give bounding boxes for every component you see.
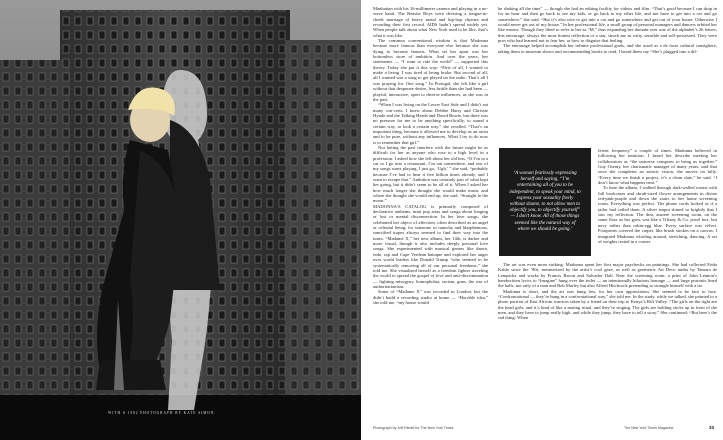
photograph-illustration: [0, 0, 361, 440]
photo-side-credit: Stylist: Kim Bowen and Jennifer Smith. Hair: Brant Anderson. Makeup: Fiona Stiles. Styling assistant: Carmen Fernandez.: [356, 223, 360, 390]
paragraph: The common conventional wisdom is that Madonna became more famous than everyone else because she was dying to become famous. What set her apart was her bottomless store of ambition. And over the years, her statements — “I want to rule the world” — supported this theory. Today she put it this way: “First of all, I wanted to make a living. I was tired of being broke. But second of all, all I wanted was a song to get played on the radio. That’s all I was praying for. One song.” In Portugal, she felt like a girl without that desperate desire, less brittle than she had been — playful, interactive, open to diverse influences, as she was in the past.: [373, 38, 488, 102]
paragraph: ferent frequency” a couple of times. Madonna believed in following her intuition. I heard her describe meeting her collaborators as “the universe conspires to bring us together.” Guy Oseary, her charismatic manager of many years, said that once she completes an artistic vision, she moves on fully. “Every time we finish a project, it’s a clean slate,” he said. “I don’t know what happens next.”: [598, 148, 717, 186]
paragraph: Some of “Madame X” was recorded in London, but she didn’t build a recording studio at home — “Horrible idea,” she told me, “my house would: [373, 289, 488, 305]
paragraph: The entourage helped accomplish her infinite professional goals, and she acted as a de facto cultural consigliere, taking them to museum shows and recommending books to read. I heard them say “She’s plugged into a dif-: [498, 43, 717, 54]
paragraph: “When I was living on the Lower East Side and I didn’t eat many con-certs, I knew about Debbie Harry and Chrissie Hynde and the Talking Heads and David Bowie, but there was no pressure for me to be anything specifically, to sound a certain way, to look a certain way,” she recalled. “That’s an important thing, because it allowed me to develop as an artist and to be pure, without any influences. What I try to do now is to remember that girl.”: [373, 102, 488, 145]
paragraph: To hear the album, I walked through dark-walled rooms with full bookcases and shrub-sized flower arrangements in divine red-pink-purple and down the stairs to her home screening room. Everything was perfect. The phone cords looked as if a tailor had coiled them. A silver teapot shined so brightly that I saw my reflection. The dim, austere screening room, on the same floor as her gym, was like a Tiffany & Co. jewel box, but navy rather than robin-egg blue. Every surface was velvet. Footprints covered the carpet, like brush strokes on a canvas; I imagined Madonna whirling around, stretching, dancing. A set of weights rested in a corner.: [598, 185, 717, 244]
article-column-2-bottom: [498, 262, 717, 408]
paragraph: Madonna is short, and the art was hung low, for her own appreciation. She seemed to be face to face. “Confrontational — they’re hung in a confrontational way,” she told me. In the study, while we talked, she pointed to a photo portrait of East African warriors taken by a friend on their trip to Kenya’s Rift Valley. “The girls on the right are the head girls, and it’s kind of like a mating ritual, and they’re singing. The girls are holding sticks up in front of the men, and they have to jump really high, and while they jump, they have to tell a story.” She continued: “But here’s the sad thing: When: [498, 288, 717, 321]
paragraph: Manhattan with his 16-millimeter camera and playing in a no-wave band. The Beastie Boys were devising a tongue-in-cheek marriage of heavy metal and hip-hop rhymes and recording their first record. AIDS hadn’t spread widely yet. When people talk about what New York used to be like, that’s what it was like.: [373, 6, 488, 38]
page-number: 33: [709, 425, 715, 430]
photo-caption: WITH A 1982 PHOTOGRAPH BY KATE SIMON.: [108, 411, 217, 415]
article-column-1: [373, 6, 488, 410]
paragraph: be shaking all the time” — though she had an editing facility for videos and film. “That’s good because I can drop in for an hour and then go back to see my kids, or go back to my other life, and not have to get into a car and go somewhere,” she said. “But it’s also nice to get into a car and go somewhere and get out of your house. Otherwise I would never get out of my house.” In her professional life, a small group of personal managers and dancers orbited her like moons. Though they liked to refer to her as “M,” thus expanding her domain over one of the alphabet’s 26 letters, this entourage, always the most honest reflection of a star, struck me as witty, sensible and self-possessed. They were pros who had learned not to fear her, or how to disguise that feeling.: [498, 6, 717, 44]
paragraph: Not letting the past interfere with the future might be as difficult for her as anyone who rose to a high level in a profession. I asked how she felt about her old hits. “If I’m in a car or I go into a restaurant, I’m out somewhere, and one of my songs starts playing, I just go, ‘Ugh,’ ” she said, “probably because I’ve had to hear it five billion times already, and I want to escape that.” Ambition was certainly part of what kept her going, but it didn’t seem to be all of it. When I asked her how much longer she thought she would make music and where she thought she would end up, she said, “Straight to the moon.”: [373, 144, 488, 204]
paragraph: The art was even more striking. Madonna spent her first major paychecks on paintings. She had collected Frida Kahlo since the ’80s, mesmerized by the artist’s cool gaze, as well as geometric Art Deco nudes by Tamara de Lempicka and works by Francis Bacon and Salvador Dalí. Near the screening room, a print of John Lennon’s handwritten lyrics to “Imagine” hung over the toilet — an intentionally hilarious homage — and large portraits lined the halls, not only of a man and Bob Marley but also Alfred Hitchcock pretending to strangle himself with a tie.: [498, 262, 717, 289]
section-lead-paragraph: MADONNA’S CATALOG is primarily composed of declarative anthems, mini pop arias and songs about longing or lost or mental disconnection. In her love songs, she celebrated her object of affection, often described as an angel or celestial being; for someone so raunchy and blasphemous, sanctified tropes always seemed to find their way into the tunes. “Madame X,” her new album, her 14th, is darker and more visual, though it also includes deeply personal love songs. She experimented with musical genres like dance, fado, rap and Cape Verdean batuque and explored her anger over world leaders like Donald Trump “who seemed to be systematically removing all of our personal freedoms,” she told me. She visualized herself as a freedom fighter traveling the world to spread the gospel of love and anti-discrimination — fighting misogyny, homophobia, racism, guns, the rise of authoritarianism.: [373, 203, 488, 289]
cover-photograph: [0, 0, 361, 440]
magazine-name-footer: The New York Times Magazine: [624, 426, 674, 430]
pull-quote-text: ‘A woman fearlessly expressing herself and saying, “I’m entertaining all of you to be independent, to speak your mind, to express your sexuality freely without shame, to not allow men to objectify you, to objectify yourself” — I don’t know. All of those things seemed like the natural way of where we should be going.’: [509, 170, 581, 232]
photo-credit-footer: Photograph by Jeff Riedel for The New York Times: [373, 426, 454, 430]
pull-quote-box: [499, 148, 591, 256]
article-column-2-top: [498, 6, 717, 146]
